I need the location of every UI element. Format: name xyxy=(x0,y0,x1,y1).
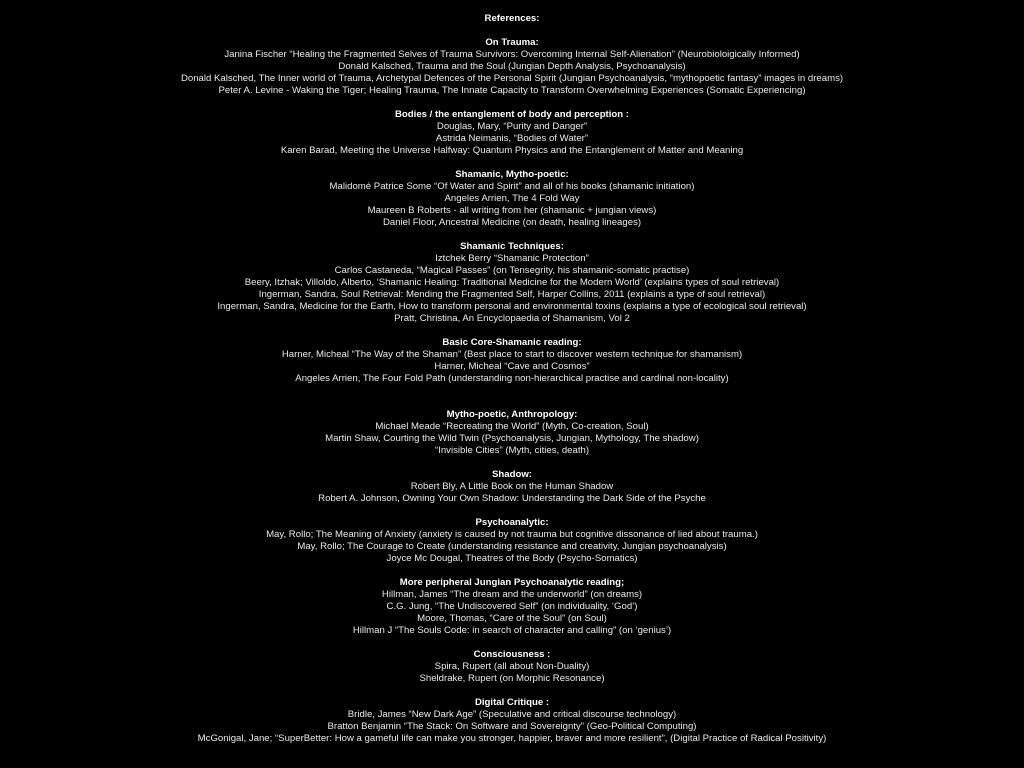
reference-entry: Carlos Castaneda, “Magical Passes” (on Tensegrity, his shamanic-somatic practise) xyxy=(334,265,690,276)
section-basic-core-shamanic xyxy=(0,337,1024,385)
reference-entry: Sheldrake, Rupert (on Morphic Resonance) xyxy=(419,673,605,684)
section-shadow xyxy=(0,469,1024,505)
reference-entry: Bridle, James “New Dark Age” (Speculative and critical discourse technology) xyxy=(347,709,677,720)
section-heading: Consciousness : xyxy=(473,649,551,660)
section-mytho-poetic-anthropology xyxy=(0,409,1024,457)
section-shamanic-mytho-poetic xyxy=(0,169,1024,229)
section-heading: Bodies / the entanglement of body and perception : xyxy=(395,109,629,120)
section-heading: On Trauma: xyxy=(485,37,539,48)
section-psychoanalytic xyxy=(0,517,1024,565)
reference-entry: C.G. Jung, “The Undiscovered Self” (on individuality, ‘God’) xyxy=(386,601,638,612)
reference-entry: May, Rollo; The Courage to Create (understanding resistance and creativity, Jungian psychoanalysis) xyxy=(297,541,727,552)
references-slide xyxy=(0,13,1024,745)
section-shamanic-techniques xyxy=(0,241,1024,325)
section-heading: Shamanic Techniques: xyxy=(460,241,564,252)
reference-entry: Martin Shaw, Courting the Wild Twin (Psychoanalysis, Jungian, Mythology, The shadow) xyxy=(325,433,699,444)
reference-entry: Harner, Micheal “The Way of the Shaman” (Best place to start to discover western technique for shamanism) xyxy=(281,349,743,360)
reference-entry: Spira, Rupert (all about Non-Duality) xyxy=(434,661,590,672)
section-consciousness xyxy=(0,649,1024,685)
section-heading: Basic Core-Shamanic reading: xyxy=(442,337,582,348)
section-heading: Digital Critique : xyxy=(474,697,550,708)
reference-entry: Hillman J “The Souls Code: in search of character and calling” (on ‘genius’) xyxy=(352,625,672,636)
reference-entry: Karen Barad, Meeting the Universe Halfway: Quantum Physics and the Entanglement of Matter and Meaning xyxy=(280,145,744,156)
section-digital-critique xyxy=(0,697,1024,745)
reference-entry: McGonigal, Jane; “SuperBetter: How a gameful life can make you stronger, happier, braver and more resilient”, (Digital Practice of Radical Positivity) xyxy=(197,733,827,744)
reference-entry: Donald Kalsched, The Inner world of Trauma, Archetypal Defences of the Personal Spirit (Jungian Psychoanalysis, “mythopoetic fantasy” images in dreams) xyxy=(180,73,844,84)
reference-entry: Angeles Arrien, The 4 Fold Way xyxy=(444,193,580,204)
reference-entry: Pratt, Christina, An Encyclopaedia of Shamanism, Vol 2 xyxy=(394,313,630,324)
reference-entry: Maureen B Roberts - all writing from her (shamanic + jungian views) xyxy=(367,205,657,216)
reference-entry: Angeles Arrien, The Four Fold Path (understanding non-hierarchical practise and cardinal non-locality) xyxy=(295,373,729,384)
reference-entry: Ingerman, Sandra, Medicine for the Earth, How to transform personal and environmental toxins (explains a type of ecological soul retrieval) xyxy=(217,301,807,312)
section-heading: More peripheral Jungian Psychoanalytic reading; xyxy=(399,577,625,588)
section-jungian-psychoanalytic xyxy=(0,577,1024,637)
section-on-trauma xyxy=(0,37,1024,97)
reference-entry: Beery, Itzhak; Villoldo, Alberto, ‘Shamanic Healing: Traditional Medicine for the Modern World’ (explains types of soul retrieval) xyxy=(244,277,780,288)
reference-entry: May, Rollo; The Meaning of Anxiety (anxiety is caused by not trauma but cognitive dissonance of lied about trauma.) xyxy=(266,529,758,540)
reference-entry: Robert Bly, A Little Book on the Human Shadow xyxy=(410,481,614,492)
section-heading: Mytho-poetic, Anthropology: xyxy=(446,409,578,420)
section-heading: Psychoanalytic: xyxy=(475,517,549,528)
reference-entry: Iztchek Berry “Shamanic Protection” xyxy=(435,253,589,264)
reference-entry: Hillman, James “The dream and the underworld” (on dreams) xyxy=(381,589,643,600)
reference-entry: Bratton Benjamin “The Stack: On Software and Sovereignty” (Geo-Political Computing) xyxy=(327,721,697,732)
reference-entry: Malidomé Patrice Some “Of Water and Spirit” and all of his books (shamanic initiation) xyxy=(329,181,695,192)
reference-entry: Janina Fischer “Healing the Fragmented Selves of Trauma Survivors: Overcoming Internal Self-Alienation” (Neurobioloigically Informed) xyxy=(224,49,800,60)
reference-entry: Ingerman, Sandra, Soul Retrieval: Mending the Fragmented Self, Harper Collins, 2011 (explains a type of soul retrieval) xyxy=(258,289,766,300)
section-heading: Shamanic, Mytho-poetic: xyxy=(455,169,569,180)
reference-entry: Peter A. Levine - Waking the Tiger; Healing Trauma, The Innate Capacity to Transform Overwhelming Experiences (Somatic Experiencing) xyxy=(218,85,806,96)
reference-entry: Douglas, Mary, “Purity and Danger” xyxy=(436,121,588,132)
reference-entry: Donald Kalsched, Trauma and the Soul (Jungian Depth Analysis, Psychoanalysis) xyxy=(338,61,686,72)
reference-entry: Astrida Neimanis, “Bodies of Water” xyxy=(435,133,589,144)
section-bodies xyxy=(0,109,1024,157)
references-title: References: xyxy=(484,13,540,24)
reference-entry: “Invisible Cities” (Myth, cities, death) xyxy=(434,445,590,456)
reference-entry: Robert A. Johnson, Owning Your Own Shadow: Understanding the Dark Side of the Psyche xyxy=(318,493,706,504)
reference-entry: Daniel Floor, Ancestral Medicine (on death, healing lineages) xyxy=(382,217,642,228)
reference-entry: Harner, Micheal “Cave and Cosmos” xyxy=(434,361,590,372)
section-heading: Shadow: xyxy=(492,469,532,480)
reference-entry: Michael Meade “Recreating the World” (Myth, Co-creation, Soul) xyxy=(375,421,649,432)
reference-entry: Moore, Thomas, “Care of the Soul” (on Soul) xyxy=(417,613,607,624)
reference-entry: Joyce Mc Dougal, Theatres of the Body (Psycho-Somatics) xyxy=(386,553,638,564)
